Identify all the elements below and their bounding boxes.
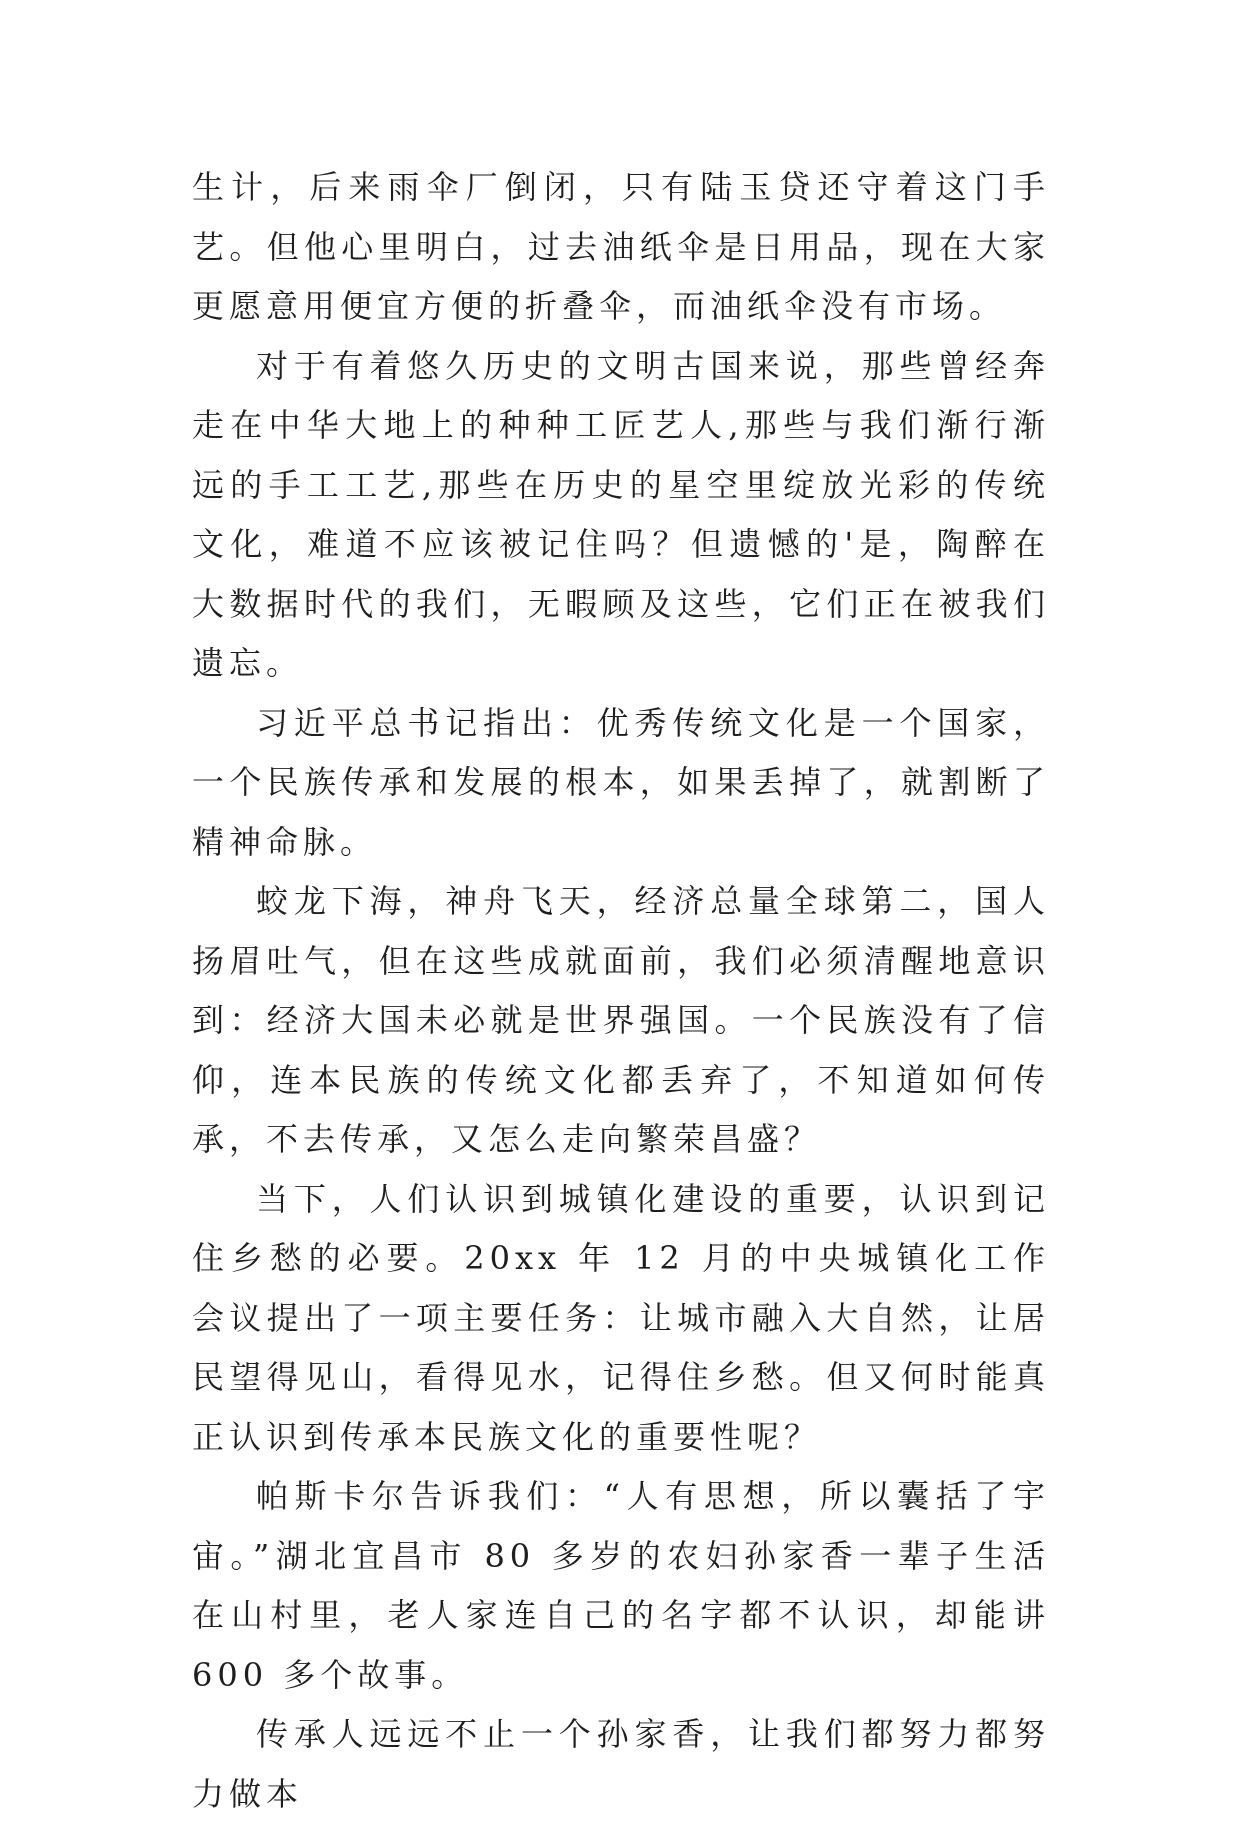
- paragraph-5: 当下，人们认识到城镇化建设的重要，认识到记住乡愁的必要。20xx 年 12 月的中央城镇化工作会议提出了一项主要任务：让城市融入大自然，让居民望得见山，看得见水，记得住乡愁。但又何时能真正认识到传承本民族文化的重要性呢？: [192, 1179, 1050, 1456]
- paragraph-4: 蛟龙下海，神舟飞天，经济总量全球第二，国人扬眉吐气，但在这些成就面前，我们必须清醒地意识到：经济大国未必就是世界强国。一个民族没有了信仰，连本民族的传统文化都丢弃了，不知道如何传承，不去传承，又怎么走向繁荣昌盛？: [192, 882, 1050, 1158]
- document-body: [192, 158, 1050, 1824]
- paragraph-7: 传承人远远不止一个孙家香，让我们都努力都努力做本: [192, 1715, 1050, 1813]
- paragraph-3: 习近平总书记指出：优秀传统文化是一个国家，一个民族传承和发展的根本，如果丢掉了，就割断了精神命脉。: [192, 703, 1050, 861]
- paragraph-2: 对于有着悠久历史的文明古国来说，那些曾经奔走在中华大地上的种种工匠艺人,那些与我们渐行渐远的手工工艺,那些在历史的星空里绽放光彩的传统文化，难道不应该被记住吗？但遗憾的'是，陶醉在大数据时代的我们，无暇顾及这些，它们正在被我们遗忘。: [192, 346, 1050, 682]
- paragraph-1: 生计，后来雨伞厂倒闭，只有陆玉贷还守着这门手艺。但他心里明白，过去油纸伞是日用品，现在大家更愿意用便宜方便的折叠伞，而油纸伞没有市场。: [192, 168, 1050, 325]
- paragraph-6: 帕斯卡尔告诉我们：“人有思想，所以囊括了宇宙。”湖北宜昌市 80 多岁的农妇孙家香一辈子生活在山村里，老人家连自己的名字都不认识，却能讲 600 多个故事。: [192, 1477, 1050, 1694]
